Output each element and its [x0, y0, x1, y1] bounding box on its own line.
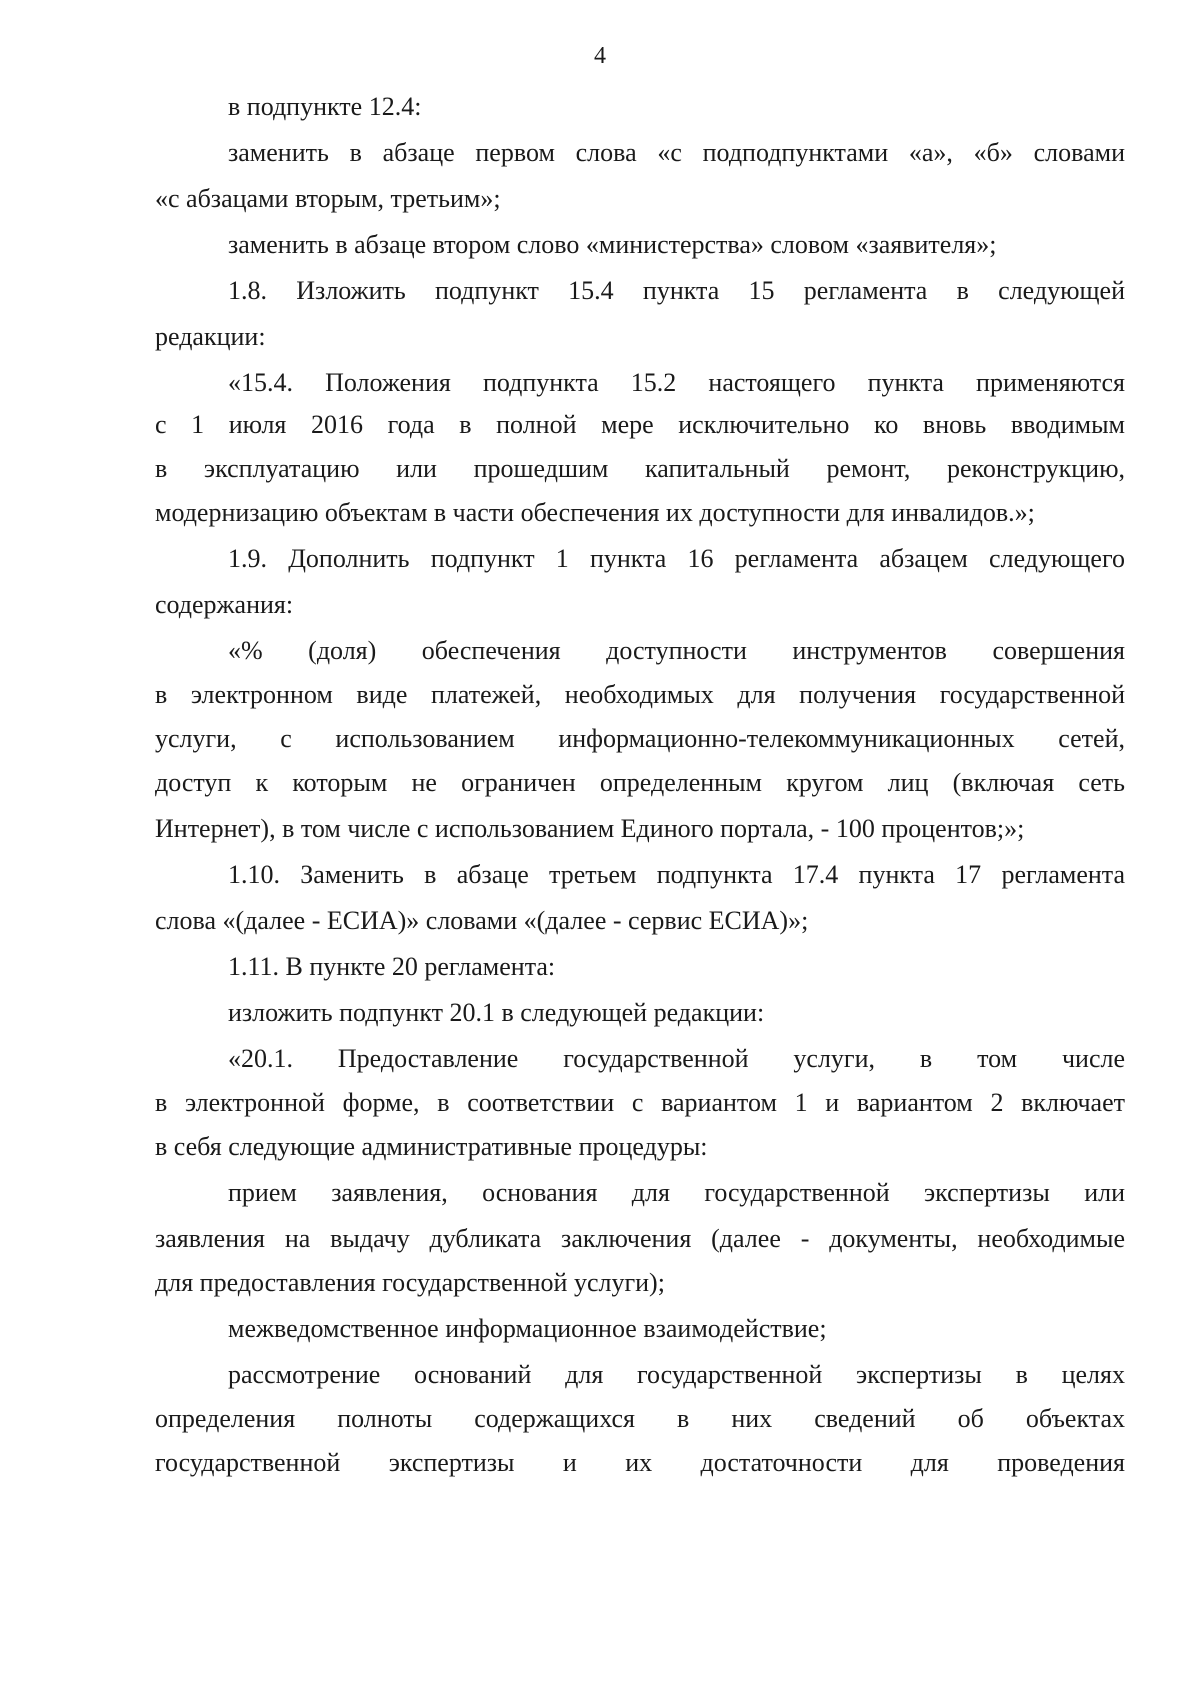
- text-line: с 1 июля 2016 года в полной мере исключительно ко вновь вводимым: [155, 410, 1125, 439]
- text-line: редакции:: [155, 322, 266, 351]
- text-line: «% (доля) обеспечения доступности инструментов совершения: [228, 636, 1125, 665]
- text-line: слова «(далее - ЕСИА)» словами «(далее - сервис ЕСИА)»;: [155, 906, 809, 935]
- text-line: 1.10. Заменить в абзаце третьем подпункта 17.4 пункта 17 регламента: [228, 860, 1125, 889]
- text-line: в электронном виде платежей, необходимых для получения государственной: [155, 680, 1125, 709]
- text-line: рассмотрение оснований для государственной экспертизы в целях: [228, 1360, 1125, 1389]
- page-number: 4: [594, 43, 606, 69]
- text-line: модернизацию объектам в части обеспечения их доступности для инвалидов.»;: [155, 498, 1035, 527]
- text-line: 1.9. Дополнить подпункт 1 пункта 16 регламента абзацем следующего: [228, 544, 1125, 573]
- text-line: заявления на выдачу дубликата заключения (далее - документы, необходимые: [155, 1224, 1125, 1253]
- text-line: 1.8. Изложить подпункт 15.4 пункта 15 регламента в следующей: [228, 276, 1125, 305]
- text-line: в электронной форме, в соответствии с вариантом 1 и вариантом 2 включает: [155, 1088, 1125, 1117]
- text-line: 1.11. В пункте 20 регламента:: [228, 952, 556, 981]
- text-line: для предоставления государственной услуги);: [155, 1268, 665, 1297]
- text-line: «с абзацами вторым, третьим»;: [155, 184, 501, 213]
- text-line: содержания:: [155, 590, 294, 619]
- text-line: в себя следующие административные процедуры:: [155, 1132, 708, 1161]
- text-line: «20.1. Предоставление государственной услуги, в том числе: [228, 1044, 1125, 1073]
- text-line: доступ к которым не ограничен определенным кругом лиц (включая сеть: [155, 768, 1125, 797]
- text-line: в эксплуатацию или прошедшим капитальный ремонт, реконструкцию,: [155, 454, 1125, 483]
- text-line: в подпункте 12.4:: [228, 92, 422, 121]
- text-line: государственной экспертизы и их достаточности для проведения: [155, 1448, 1125, 1477]
- text-line: услуги, с использованием информационно-телекоммуникационных сетей,: [155, 724, 1125, 753]
- text-line: заменить в абзаце втором слово «министерства» словом «заявителя»;: [228, 230, 997, 259]
- text-line: изложить подпункт 20.1 в следующей редакции:: [228, 998, 765, 1027]
- text-line: прием заявления, основания для государственной экспертизы или: [228, 1178, 1125, 1207]
- text-line: Интернет), в том числе с использованием Единого портала, - 100 процентов;»;: [155, 814, 1025, 843]
- text-line: «15.4. Положения подпункта 15.2 настоящего пункта применяются: [228, 368, 1125, 397]
- text-line: заменить в абзаце первом слова «с подподпунктами «а», «б» словами: [228, 138, 1125, 167]
- text-line: определения полноты содержащихся в них сведений об объектах: [155, 1404, 1125, 1433]
- text-line: межведомственное информационное взаимодействие;: [228, 1314, 827, 1343]
